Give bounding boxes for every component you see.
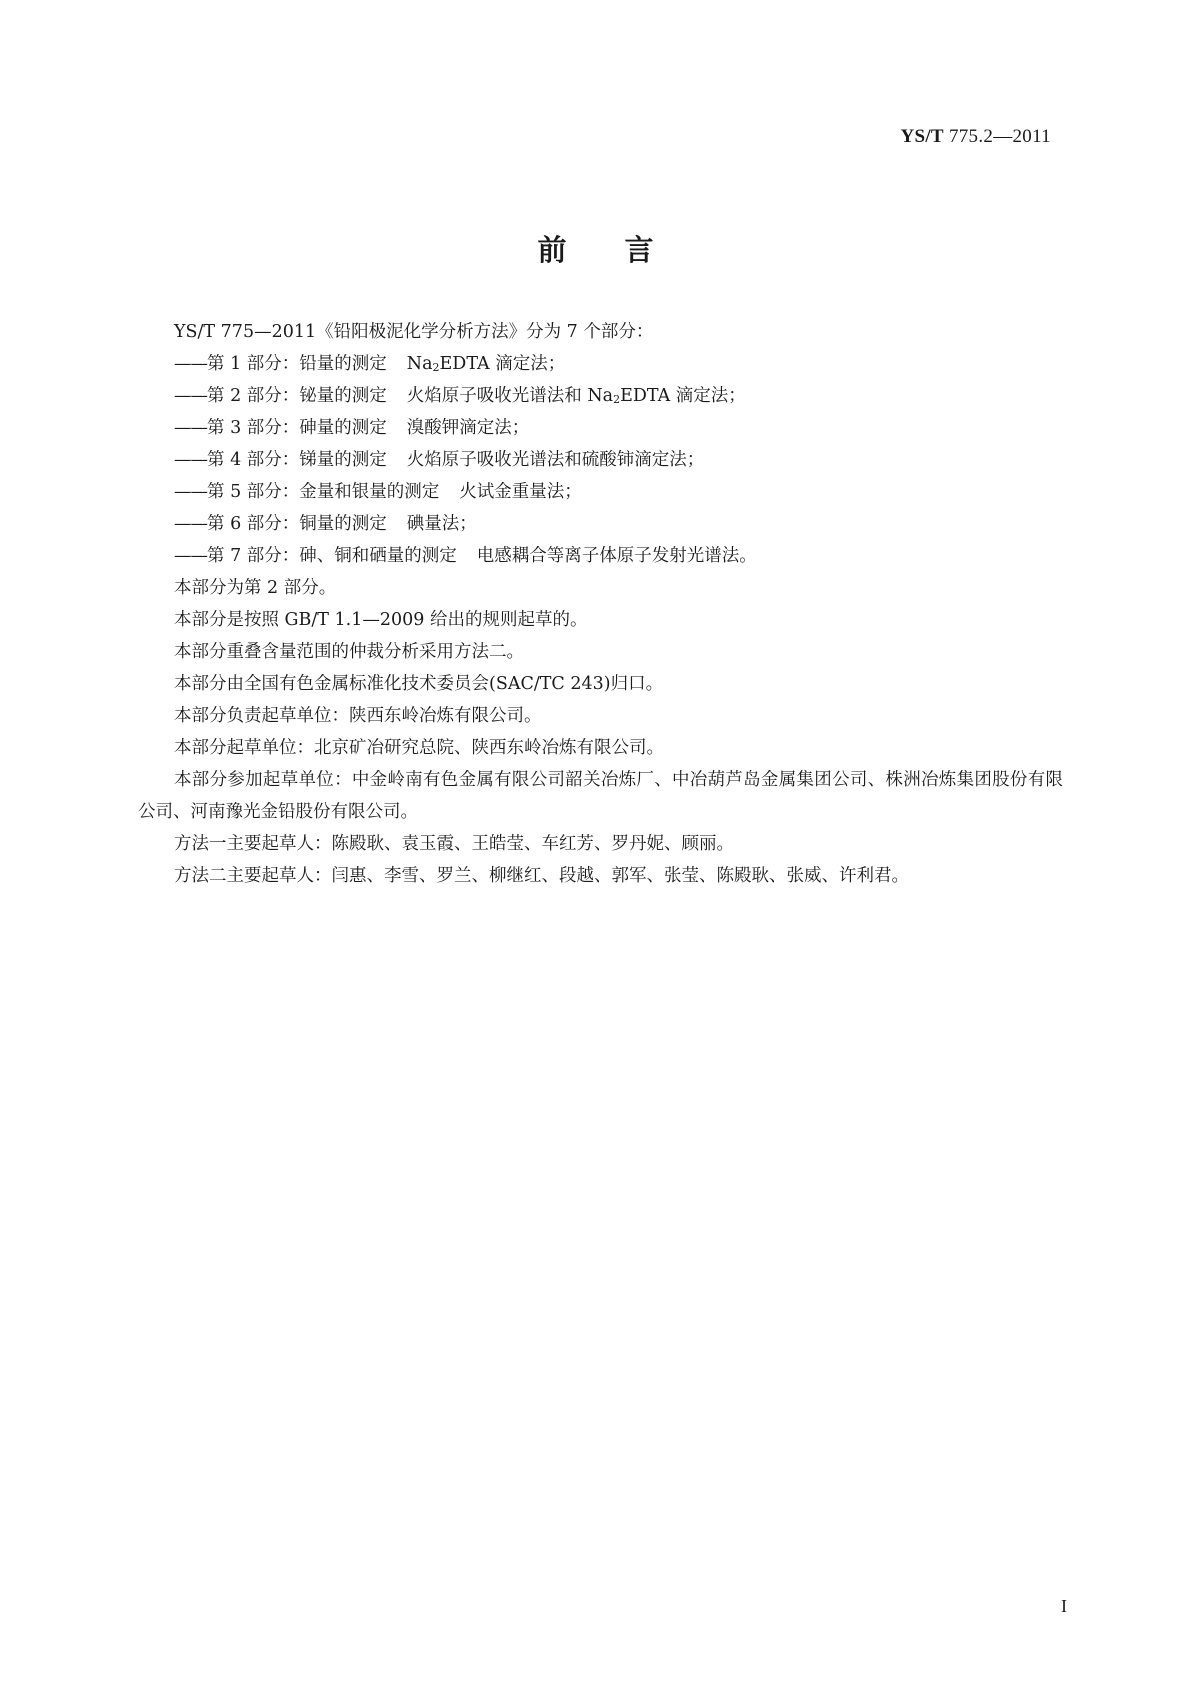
standard-code-prefix: YS/T (900, 126, 944, 147)
list-dash: —— (174, 450, 207, 470)
part-label: 第 2 部分：铋量的测定 (207, 386, 387, 406)
part-label: 第 3 部分：砷量的测定 (207, 418, 387, 438)
page-title: 前言 (537, 233, 712, 267)
list-item-part-5 (138, 476, 1063, 508)
part-method: 碘量法； (406, 514, 477, 534)
part-method: 火焰原子吸收光谱法和 Na (406, 386, 614, 406)
subscript-2: 2 (613, 393, 621, 406)
paragraph-part-number: 本部分为第 2 部分。 (174, 578, 337, 598)
part-method: 火焰原子吸收光谱法和硫酸铈滴定法； (406, 450, 705, 470)
list-dash: —— (174, 514, 207, 534)
list-item-part-1 (138, 348, 1063, 380)
part-label: 第 1 部分：铅量的测定 (207, 354, 387, 374)
paragraph-participating-units: 本部分参加起草单位：中金岭南有色金属有限公司韶关冶炼厂、中冶葫芦岛金属集团公司、株洲冶炼集团股份有限公司、河南豫光金铅股份有限公司。 (138, 770, 1063, 822)
part-method: 电感耦合等离子体原子发射光谱法。 (476, 546, 757, 566)
paragraph-responsible-unit: 本部分负责起草单位：陕西东岭冶炼有限公司。 (174, 706, 542, 726)
paragraph-arbitration: 本部分重叠含量范围的仲裁分析采用方法二。 (174, 642, 524, 662)
list-dash: —— (174, 418, 207, 438)
list-item-part-2 (138, 380, 1063, 412)
list-item-part-6 (138, 508, 1063, 540)
part-method: 火试金重量法； (459, 482, 582, 502)
part-method-tail: EDTA 滴定法； (620, 386, 746, 406)
intro-paragraph: YS/T 775—2011《铅阳极泥化学分析方法》分为 7 个部分： (174, 322, 654, 342)
list-item-part-4 (138, 444, 1063, 476)
paragraph-drafting-rules: 本部分是按照 GB/T 1.1—2009 给出的规则起草的。 (174, 610, 588, 630)
list-dash: —— (174, 546, 207, 566)
list-dash: —— (174, 386, 207, 406)
list-item-part-7 (138, 540, 1063, 572)
paragraph-technical-committee: 本部分由全国有色金属标准化技术委员会(SAC/TC 243)归口。 (174, 674, 664, 694)
part-label: 第 6 部分：铜量的测定 (207, 514, 387, 534)
part-method: Na (406, 354, 433, 374)
part-label: 第 5 部分：金量和银量的测定 (207, 482, 440, 502)
list-dash: —— (174, 482, 207, 502)
part-label: 第 7 部分：砷、铜和硒量的测定 (207, 546, 457, 566)
standard-code (900, 126, 1051, 148)
subscript-2: 2 (432, 361, 440, 374)
list-item-part-3 (138, 412, 1063, 444)
list-dash: —— (174, 354, 207, 374)
paragraph-method-two-drafters: 方法二主要起草人：闫惠、李雪、罗兰、柳继红、段越、郭军、张莹、陈殿耿、张威、许利君。 (174, 866, 909, 886)
page-number: I (1061, 1596, 1067, 1616)
paragraph-drafting-units: 本部分起草单位：北京矿冶研究总院、陕西东岭冶炼有限公司。 (174, 738, 664, 758)
part-method-tail: EDTA 滴定法； (439, 354, 566, 374)
part-method: 溴酸钾滴定法； (406, 418, 530, 438)
part-label: 第 4 部分：锑量的测定 (207, 450, 387, 470)
foreword-body (138, 316, 1063, 892)
standard-code-number: 775.2—2011 (943, 126, 1051, 147)
paragraph-method-one-drafters: 方法一主要起草人：陈殿耿、袁玉霞、王皓莹、车红芳、罗丹妮、顾丽。 (174, 834, 734, 854)
